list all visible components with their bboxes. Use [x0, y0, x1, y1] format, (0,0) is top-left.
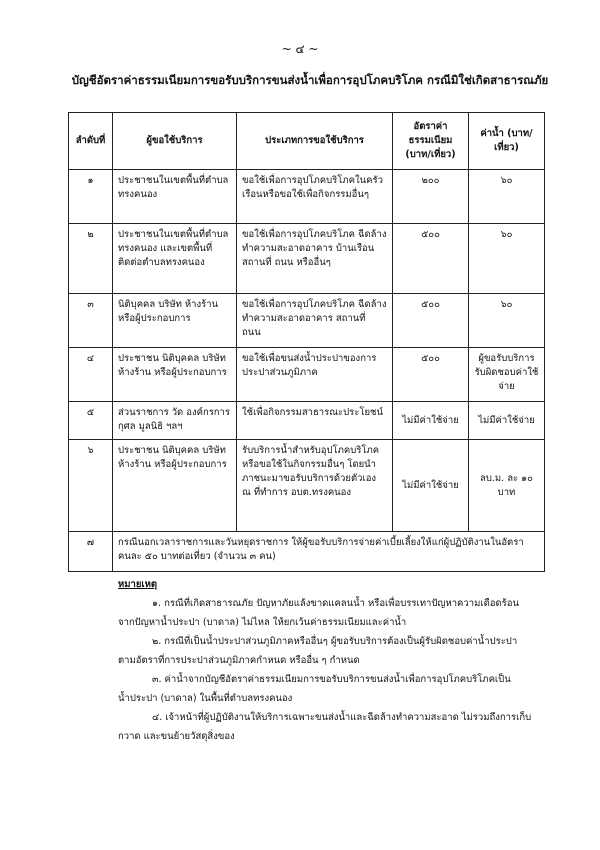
note-text: ๓. ค่าน้ำจากบัญชีอัตราค่าธรรมเนียมการขอรับบริการขนส่งน้ำเพื่อการอุปโภคบริโภคเป็น	[152, 674, 511, 685]
row-service: รับบริการน้ำสำหรับอุปโภคบริโภค หรือขอใช้ในกิจกรรมอื่นๆ โดยนำภาชนะมาขอรับบริการด้วยตัวเอง ณ ที่ทำการ อบต.ทรงคนอง	[237, 440, 393, 532]
note-item-4	[118, 709, 548, 726]
row-fee: ๕๐๐	[393, 224, 469, 294]
header-service: ประเภทการขอใช้บริการ	[237, 113, 393, 170]
row-water: ๖๐	[469, 294, 545, 348]
table-row	[69, 348, 545, 402]
note-text: ๒. กรณีที่เป็นน้ำประปาส่วนภูมิภาคหรืออื่นๆ ผู้ขอรับบริการต้องเป็นผู้รับผิดชอบค่าน้ำประปา	[152, 636, 518, 647]
table-row	[69, 170, 545, 224]
row-water: ๖๐	[469, 170, 545, 224]
row-no: ๕	[69, 402, 113, 440]
header-fee: อัตราค่าธรรมเนียม (บาท/เที่ยว)	[393, 113, 469, 170]
table-row	[69, 440, 545, 532]
row-fee: ไม่มีค่าใช้จ่าย	[393, 440, 469, 532]
note-item-1	[118, 595, 548, 612]
row-water: ๖๐	[469, 224, 545, 294]
note-text: ๑. กรณีที่เกิดสาธารณภัย ปัญหาภัยแล้งขาดแคลนน้ำ หรือเพื่อบรรเทาปัญหาความเดือดร้อน	[152, 598, 519, 609]
row-service: ใช้เพื่อกิจกรรมสาธารณะประโยชน์	[237, 402, 393, 440]
note-item-2	[118, 633, 548, 650]
row-no: ๗	[69, 532, 113, 572]
row-fee: ๕๐๐	[393, 348, 469, 402]
note-item-4-cont: กวาด และขนย้ายวัสดุสิ่งของ	[118, 731, 235, 742]
notes-section	[118, 576, 548, 747]
fee-table	[68, 112, 545, 572]
row-fee: ๒๐๐	[393, 170, 469, 224]
table-row	[69, 402, 545, 440]
row-service: ขอใช้เพื่อการอุปโภคบริโภคในครัวเรือนหรือขอใช้เพื่อกิจกรรมอื่นๆ	[237, 170, 393, 224]
row-no: ๑	[69, 170, 113, 224]
row-water: ลบ.ม. ละ ๑๐ บาท	[469, 440, 545, 532]
table-row	[69, 224, 545, 294]
row-service: ขอใช้เพื่อขนส่งน้ำประปาของการประปาส่วนภูมิภาค	[237, 348, 393, 402]
note-item-2-cont: ตามอัตราที่การประปาส่วนภูมิภาคกำหนด หรืออื่น ๆ กำหนด	[118, 655, 360, 666]
header-applicant: ผู้ขอใช้บริการ	[113, 113, 237, 170]
note-item-3-cont: น้ำประปา (บาดาล) ในพื้นที่ตำบลทรงคนอง	[118, 693, 293, 704]
row-no: ๔	[69, 348, 113, 402]
row-applicant: ประชาชนในเขตพื้นที่ตำบลทรงคนอง	[113, 170, 237, 224]
row-applicant: นิติบุคคล บริษัท ห้างร้าน หรือผู้ประกอบการ	[113, 294, 237, 348]
header-no: ลำดับที่	[69, 113, 113, 170]
page-title: บัญชีอัตราค่าธรรมเนียมการขอรับบริการขนส่งน้ำเพื่อการอุปโภคบริโภค กรณีมิใช่เกิดสาธารณภัย	[71, 73, 549, 87]
row-applicant: ประชาชน นิติบุคคล บริษัท ห้างร้าน หรือผู้ประกอบการ	[113, 348, 237, 402]
row-no: ๒	[69, 224, 113, 294]
row-note-text: กรณีนอกเวลาราชการและวันหยุดราชการ ให้ผู้ขอรับบริการจ่ายค่าเบี้ยเลี้ยงให้แก่ผู้ปฏิบัติงานในอัตราคนละ ๕๐ บาทต่อเที่ยว (จำนวน ๓ คน)	[113, 532, 545, 572]
row-fee: ไม่มีค่าใช้จ่าย	[393, 402, 469, 440]
table-row	[69, 532, 545, 572]
row-applicant: ประชาชน นิติบุคคล บริษัท ห้างร้าน หรือผู้ประกอบการ	[113, 440, 237, 532]
row-applicant: ประชาชนในเขตพื้นที่ตำบลทรงคนอง และเขตพื้นที่ติดต่อตำบลทรงคนอง	[113, 224, 237, 294]
row-service: ขอใช้เพื่อการอุปโภคบริโภค ฉีดล้างทำความสะอาดอาคาร บ้านเรือน สถานที่ ถนน หรืออื่นๆ	[237, 224, 393, 294]
note-item-1-cont: จากปัญหาน้ำประปา (บาดาล) ไม่ไหล ให้ยกเว้นค่าธรรมเนียมและค่าน้ำ	[118, 617, 407, 628]
row-water: ไม่มีค่าใช้จ่าย	[469, 402, 545, 440]
row-water: ผู้ขอรับบริการรับผิดชอบค่าใช้จ่าย	[469, 348, 545, 402]
table-row	[69, 294, 545, 348]
page-number: ~ ๔ ~	[281, 42, 319, 56]
row-no: ๓	[69, 294, 113, 348]
note-text: ๔. เจ้าหน้าที่ผู้ปฏิบัติงานให้บริการเฉพาะขนส่งน้ำและฉีดล้างทำความสะอาด ไม่รวมถึงการเก็บ	[152, 712, 532, 723]
row-no: ๖	[69, 440, 113, 532]
notes-heading: หมายเหตุ	[118, 579, 158, 590]
note-item-3	[118, 671, 548, 688]
row-fee: ๕๐๐	[393, 294, 469, 348]
row-service: ขอใช้เพื่อการอุปโภคบริโภค ฉีดล้างทำความสะอาดอาคาร สถานที่ ถนน	[237, 294, 393, 348]
header-water: ค่าน้ำ (บาท/เที่ยว)	[469, 113, 545, 170]
row-applicant: ส่วนราชการ วัด องค์กรการกุศล มูลนิธิ ฯลฯ	[113, 402, 237, 440]
table-header-row	[69, 113, 545, 170]
